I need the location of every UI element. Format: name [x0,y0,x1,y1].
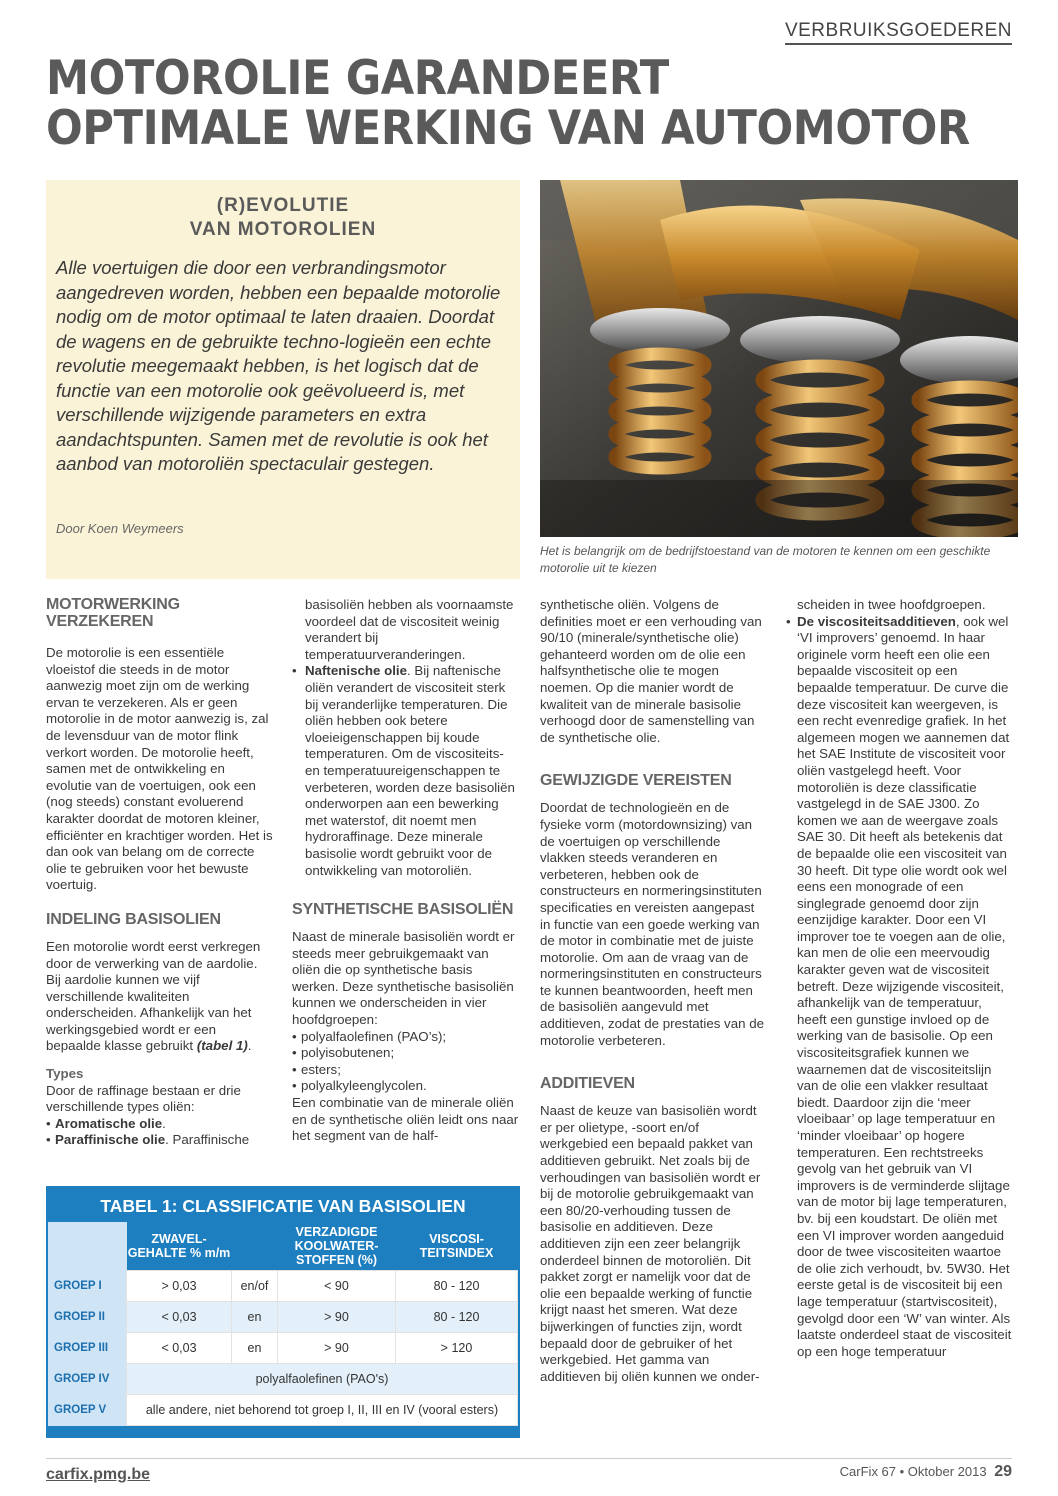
table-cell: < 0,03 [127,1333,232,1364]
column-2 [292,597,520,1145]
footer-divider [46,1458,1012,1459]
paragraph: Naast de keuze van basisoliën wordt er per olietype, -soort en/of werkgebied een bepaald pakket van additieven gebruikt. Net zoals bij de verhoudingen van basisoliën wordt er bij de motorolie gebruikgemaakt van een 80/20-verhouding tussen de basisolie en additieven. Deze additieven zijn een zeer belangrijk onderdeel binnen de motoroliën. Dit pakket zorgt er namelijk voor dat de olie een bepaalde werking of functie krijgt naast het smeren. Wat deze bijwerkingen of functies zijn, wordt bepaald door de gebruiker of het werkgebied. Het gamma van additieven bij oliën kunnen we onder- [540,1103,761,1384]
column-header: VISCOSI-TEITSINDEX [396,1222,518,1271]
list-item-term: Aromatische olie [55,1115,163,1131]
footer-site-link[interactable]: carfix.pmg.be [46,1466,151,1483]
heading-types: Types [46,1066,84,1082]
table-row [48,1302,518,1333]
heading-vereisten: GEWIJZIGDE VEREISTEN [540,772,732,790]
table-grid [48,1222,518,1426]
list-item: • Paraffinische olie. Paraffinische [46,1132,250,1148]
engine-illustration [540,180,1018,537]
list-item-text: polyisobutenen; [301,1045,395,1061]
column-header: ZWAVEL-GEHALTE % m/m [127,1222,232,1271]
list-item: • Aromatische olie. [46,1115,166,1131]
headline [46,51,1026,156]
column-3 [540,597,768,1385]
list-item-text: . Paraffinische [165,1132,250,1148]
list-item: • Naftenische olie. Bij naftenische oliën verandert de viscositeit sterk bij veranderlijke temperaturen. Die oliën hebben ook betere vloeieigenschappen bij koude temperaturen. Om de viscositeits- en temperatuureigenschappen te verbeteren, worden deze basisoliën onderworpen aan een bewerking met waterstof, dit noemt men hydroraffinage. Deze minerale basisolie wordt gebruikt voor de ontwikkeling van motoroliën. [292,663,515,878]
list-item-text: . Bij naftenische oliën verandert de viscositeit sterk bij veranderlijke temperaturen. Die oliën hebben ook betere vloeieigenschappen bij koude temperaturen. Om de viscositeits- en temperatuureigenschappen te verbeteren, worden deze basisoliën onderworpen aan een bewerking met waterstof, dit noemt men hydroraffinage. Deze minerale basisolie wordt gebruikt voor de ontwikkeling van motoroliën. [305,663,515,878]
headline-line-2: OPTIMALE WERKING VAN AUTOMOTOR [46,101,970,156]
table-row [48,1333,518,1364]
row-label: GROEP V [48,1395,127,1426]
paragraph: synthetische oliën. Volgens de definities moet er een verhouding van 90/10 (minerale/synthetische olie) gehanteerd worden om de olie een halfsynthetische olie te mogen noemen. Op die manier wordt de kwaliteit van de minerale basisolie verhoogd door de samenstelling van de synthetische olie. [540,597,762,745]
row-label: GROEP I [48,1271,127,1302]
table-cell: > 90 [278,1333,396,1364]
page-number: 29 [994,1463,1012,1480]
classification-table [46,1186,520,1438]
table-cell: alle andere, niet behorend tot groep I, II, III en IV (vooral esters) [127,1395,518,1426]
author-byline: Door Koen Weymeers [56,521,184,536]
table-cell: polyalfaolefinen (PAO's) [127,1364,518,1395]
table-cell: 80 - 120 [396,1271,518,1302]
list-item: • polyisobutenen; [292,1045,395,1061]
list-item-text: polyalfaolefinen (PAO’s); [301,1028,447,1044]
intro-text: Alle voertuigen die door een verbrandingsmotor aangedreven worden, hebben een bepaalde motorolie nodig om de motor optimaal te laten draaien. Doordat de wagens en de gebruikte techno-logieën een echte revolutie meegemaakt hebben, is het logisch dat de functie van een motorolie ook geëvolueerd is, met verschillende wijzigende parameters en extra aandachtspunten. Samen met de revolutie is ook het aanbod van motoroliën spectaculair gestegen. [56,257,501,474]
list-item-text: , ook wel ‘VI improvers’ genoemd. In haar originele vorm heeft een olie een bepaalde viscositeit op een bepaalde temperatuur. De curve die deze viscositeit kan weergeven, is een recht evenredige grafiek. In het algemeen mogen we aannemen dat het SAE Institute de viscositeit voor oliën vastgelegd heeft. Voor motoroliën is deze classificatie vastgelegd in de SAE J300. Zo komen we aan de weergave zoals SAE 30. Dit heeft als betekenis dat de bepaalde olie een viscositeit van 30 heeft. Dit type olie wordt ook wel eens een monograde of een singlegrade genoemd door zijn eenzijdige karakter. Door een VI improver toe te voegen aan de olie, kan men de olie een meervoudig karakter geven wat de viscositeit betreft. Deze wijzigende viscositeit, afhankelijk van de temperatuur, heeft een gunstige invloed op de werking van de basisolie. Op een viscositeitsgrafiek kunnen we waarnemen dat de viscositeitslijn van de olie een vlakker resultaat biedt. Daardoor zijn die ‘meer vloeibaar’ op lage temperatuur en ‘minder vloeibaar’ op hogere temperaturen. Een rechtstreeks gevolg van het gebruik van VI improvers is de verminderde slijtage van de motor bij lage temperaturen, bv. bij een koudstart. De oliën met een VI improver worden aangeduid door de twee viscositeiten waartoe de olie zich verhoudt, bv. 5W30. Het eerste getal is de viscositeit bij een lage temperatuur (startviscositeit), gevolgd door een ‘W’ van winter. Als laatste onderdeel staat de viscositeit op een hoge temperatuur [797,613,1012,1359]
table-cell: en [232,1333,278,1364]
list-item-term: De viscositeitsadditieven [797,613,956,629]
photo-caption: Het is belangrijk om de bedrijfstoestand van de motoren te kennen om een geschikte motorolie uit te kiezen [540,544,991,575]
intro-title [46,194,520,242]
heading-synthetische: SYNTHETISCHE BASISOLIËN [292,901,514,919]
intro-box [46,180,520,579]
list-item: • De viscositeitsadditieven, ook wel ‘VI improvers’ genoemd. In haar originele vorm heeft een olie een bepaalde viscositeit op een bepaalde temperatuur. De curve die deze viscositeit kan weergeven, is een recht evenredige grafiek. In het algemeen mogen we aannemen dat het SAE Institute de viscositeit voor oliën vastgelegd heeft. Voor motoroliën is deze classificatie vastgelegd in de SAE J300. Zo komen we aan de weergave zoals SAE 30. Dit heeft als betekenis dat de bepaalde olie een viscositeit van 30 heeft. Dit type olie wordt ook wel eens een monograde of een singlegrade genoemd door zijn eenzijdige karakter. Door een VI improver toe te voegen aan de olie, kan men de olie een meervoudig karakter geven wat de viscositeit betreft. Deze wijzigende viscositeit, afhankelijk van de temperatuur, heeft een gunstige invloed op de werking van de basisolie. Op een viscositeitsgrafiek kunnen we waarnemen dat de viscositeitslijn van de olie een vlakker resultaat biedt. Daardoor zijn die ‘meer vloeibaar’ op lage temperatuur en ‘minder vloeibaar’ op hogere temperaturen. Een rechtstreeks gevolg van het gebruik van VI improvers is de verminderde slijtage van de motor bij lage temperaturen, bv. bij een koudstart. De oliën met een VI improver worden aangeduid door de twee viscositeiten waartoe de olie zich verhoudt, bv. 5W30. Het eerste getal is de viscositeit bij een lage temperatuur (startviscositeit), gevolgd door een ‘W’ van winter. Als laatste onderdeel staat de viscositeit op een hoge temperatuur [786,613,1012,1359]
table-cell: < 90 [278,1271,396,1302]
paragraph: Doordat de technologieën en de fysieke vorm (motordownsizing) van de voertuigen op verschillende vlakken steeds veranderen en verbeteren, hebben ook de constructeurs en normeringsinstituten specificaties en vereisten aangepast in functie van een goede werking van de motor in combinatie met de juiste motorolie. Om aan de vraag van de normeringsinstituten en constructeurs te kunnen beantwoorden, heeft men de basisoliën aangevuld met additieven, zodat de prestaties van de motorolie verbeteren. [540,800,764,1048]
paragraph: basisoliën hebben als voornaamste voordeel dat de viscositeit weinig verandert bij temperatuurveranderingen. [305,597,514,662]
table-cell: > 120 [396,1333,518,1364]
paragraph: scheiden in twee hoofdgroepen. [797,597,986,612]
table-cell: > 0,03 [127,1271,232,1302]
table-title: TABEL 1: CLASSIFICATIE VAN BASISOLIEN [100,1196,466,1216]
row-label: GROEP IV [48,1364,127,1395]
list-item: • polyalfaolefinen (PAO’s); [292,1028,447,1044]
issue-label: CarFix 67 • Oktober 2013 [839,1464,987,1479]
footer-issue [840,1463,1012,1481]
heading-motorwerking-line-1: MOTORWERKING [46,596,180,613]
heading-indeling: INDELING BASISOLIEN [46,910,221,928]
paragraph: Naast de minerale basisoliën wordt er steeds meer gebruikgemaakt van oliën die op synthetische basis werken. Deze synthetische basisoliën kunnen we onderscheiden in vier hoofdgroepen: [292,929,515,1028]
table-reference: (tabel 1) [196,1038,248,1054]
column-header-spacer [232,1222,278,1271]
heading-motorwerking [46,596,274,630]
table-row [48,1395,518,1426]
list-item-text: polyalkyleenglycolen. [301,1078,427,1094]
paragraph: Een motorolie wordt eerst verkregen door de verwerking van de aardolie. Bij aardolie kunnen we vijf verschillende kwaliteiten onderscheiden. Afhankelijk van het werkingsgebied wordt er een bepaalde klasse gebruikt (tabel 1). [46,938,261,1054]
list-item-term: Naftenische olie [305,663,407,679]
table-header-row [48,1222,518,1271]
row-label: GROEP II [48,1302,127,1333]
section-tag: VERBRUIKSGOEDEREN [785,20,1012,45]
paragraph: Door de raffinage bestaan er drie verschillende types oliën: [46,1082,241,1115]
table-cell: en/of [232,1271,278,1302]
column-1 [46,596,274,1149]
table-cell: < 0,03 [127,1302,232,1333]
paragraph: Een combinatie van de minerale oliën en de synthetische oliën leidt ons naar het segment van de half- [292,1095,519,1144]
list-item: • polyalkyleenglycolen. [292,1078,427,1094]
table-cell: en [232,1302,278,1333]
paragraph-text: Een motorolie wordt eerst verkregen door de verwerking van de aardolie. Bij aardolie kunnen we vijf verschillende kwaliteiten onderscheiden. Afhankelijk van het werkingsgebied wordt er een bepaalde klasse gebruikt [46,938,261,1054]
column-4 [786,597,1014,1360]
row-label: GROEP III [48,1333,127,1364]
column-header: VERZADIGDE KOOLWATER-STOFFEN (%) [278,1222,396,1271]
paragraph: De motorolie is een essentiële vloeistof die steeds in de motor aanwezig moet zijn om de werking ervan te verzekeren. Als er geen motorolie in de motor aanwezig is, zal de levensduur van de motor flink verkort worden. De motorolie heeft, samen met de ontwikkeling en evolutie van de voertuigen, ook een (nog steeds) constant evoluerend karakter doordat de motoren kleiner, efficiënter en krachtiger worden. Het is dan ook van belang om de correcte olie te gebruiken voor het bewuste voertuig. [46,645,273,893]
table-corner [48,1222,127,1271]
table-cell: > 90 [278,1302,396,1333]
intro-title-line-1: (R)EVOLUTIE [216,195,350,216]
headline-line-1: MOTOROLIE GARANDEERT [46,51,669,106]
intro-title-line-2: VAN MOTOROLIEN [189,219,377,240]
engine-photo [540,180,1018,537]
list-item: • esters; [292,1061,341,1077]
list-item-term: Paraffinische olie [55,1132,166,1148]
heading-motorwerking-line-2: VERZEKEREN [46,613,154,630]
table-cell: 80 - 120 [396,1302,518,1333]
heading-additieven: ADDITIEVEN [540,1075,635,1093]
table-row [48,1364,518,1395]
table-row [48,1271,518,1302]
list-item-text: esters; [301,1061,341,1077]
